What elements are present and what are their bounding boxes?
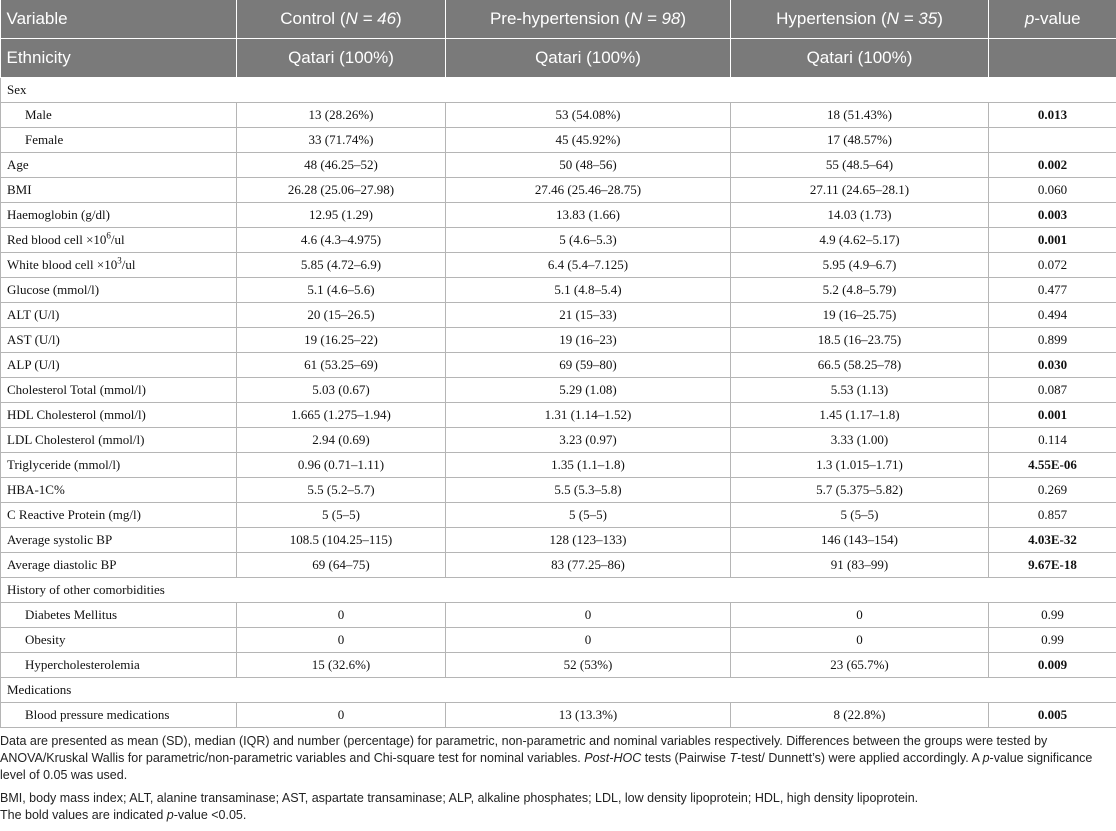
hypertension-cell: 55 (48.5–64) [731,153,989,178]
table-row [1,253,1116,278]
hypertension-cell: 17 (48.57%) [731,128,989,153]
prehypertension-cell: 45 (45.92%) [446,128,731,153]
ethnicity-pvalue [989,39,1116,78]
variable-cell: AST (U/l) [1,328,237,353]
header-control-n: N = 46 [345,9,397,28]
variable-cell: Average systolic BP [1,528,237,553]
hypertension-cell: 1.45 (1.17–1.8) [731,403,989,428]
table-row [1,403,1116,428]
section-label: Medications [1,678,1116,703]
pvalue-cell: 0.114 [989,428,1116,453]
table-row [1,128,1116,153]
table-row [1,503,1116,528]
control-cell: 13 (28.26%) [237,103,446,128]
variable-cell: ALP (U/l) [1,353,237,378]
pvalue-cell: 9.67E-18 [989,553,1116,578]
variable-cell: Female [1,128,237,153]
control-cell: 5.03 (0.67) [237,378,446,403]
prehypertension-cell: 1.35 (1.1–1.8) [446,453,731,478]
header-ethnicity-row [1,39,1116,78]
ethnicity-label: Ethnicity [1,39,237,78]
footnote-abbreviations: BMI, body mass index; ALT, alanine transaminase; AST, aspartate transaminase; ALP, alkaline phosphates; LDL, low density lipoprotein; HDL, high density lipoprotein. [0,791,919,805]
hypertension-cell: 66.5 (58.25–78) [731,353,989,378]
hypertension-cell: 0 [731,628,989,653]
section-header-row [1,578,1116,603]
variable-cell: Hypercholesterolemia [1,653,237,678]
control-cell: 0.96 (0.71–1.11) [237,453,446,478]
section-header-row [1,678,1116,703]
hypertension-cell: 5 (5–5) [731,503,989,528]
control-cell: 15 (32.6%) [237,653,446,678]
prehypertension-cell: 128 (123–133) [446,528,731,553]
prehypertension-cell: 69 (59–80) [446,353,731,378]
header-hyp-label: Hypertension [776,9,877,28]
hypertension-cell: 5.95 (4.9–6.7) [731,253,989,278]
hypertension-cell: 0 [731,603,989,628]
table-row [1,303,1116,328]
pvalue-cell [989,128,1116,153]
hypertension-cell: 5.2 (4.8–5.79) [731,278,989,303]
prehypertension-cell: 3.23 (0.97) [446,428,731,453]
variable-cell: Haemoglobin (g/dl) [1,203,237,228]
header-prehyp-label: Pre-hypertension [489,9,620,28]
table-row [1,653,1116,678]
hypertension-cell: 146 (143–154) [731,528,989,553]
variable-cell: White blood cell $\times 10^3/ul$ [1,253,237,278]
ethnicity-control: Qatari (100%) [237,39,446,78]
variable-cell: ALT (U/l) [1,303,237,328]
pvalue-cell: 0.030 [989,353,1116,378]
table-body [1,78,1116,728]
ethnicity-hyp: Qatari (100%) [731,39,989,78]
prehypertension-cell: 5.5 (5.3–5.8) [446,478,731,503]
header-hyp-n: N = 35 [886,9,938,28]
pvalue-cell: 0.009 [989,653,1116,678]
hypertension-cell: 23 (65.7%) [731,653,989,678]
table-row [1,428,1116,453]
pvalue-cell: 4.55E-06 [989,453,1116,478]
control-cell: 33 (71.74%) [237,128,446,153]
table-row [1,203,1116,228]
header-prehyp-n: N = 98 [629,9,681,28]
variable-cell: HDL Cholesterol (mmol/l) [1,403,237,428]
variable-cell: Male [1,103,237,128]
pvalue-cell: 0.899 [989,328,1116,353]
table-row [1,378,1116,403]
hypertension-cell: 3.33 (1.00) [731,428,989,453]
pvalue-cell: 0.99 [989,628,1116,653]
pvalue-cell: 0.269 [989,478,1116,503]
prehypertension-cell: 13.83 (1.66) [446,203,731,228]
prehypertension-cell: 5 (4.6–5.3) [446,228,731,253]
control-cell: 2.94 (0.69) [237,428,446,453]
table-row [1,453,1116,478]
variable-cell: Blood pressure medications [1,703,237,728]
variable-cell: Red blood cell $\times 10^6/ul$ [1,228,237,253]
variable-cell: Obesity [1,628,237,653]
variable-cell: Average diastolic BP [1,553,237,578]
pvalue-cell: 4.03E-32 [989,528,1116,553]
control-cell: 5 (5–5) [237,503,446,528]
header-pvalue-rest: -value [1034,9,1081,28]
table-footnotes [0,733,1116,824]
control-cell: 61 (53.25–69) [237,353,446,378]
pvalue-cell: 0.001 [989,403,1116,428]
hypertension-cell: 5.7 (5.375–5.82) [731,478,989,503]
prehypertension-cell: 0 [446,628,731,653]
prehypertension-cell: 83 (77.25–86) [446,553,731,578]
table-row [1,103,1116,128]
pvalue-cell: 0.060 [989,178,1116,203]
control-cell: 108.5 (104.25–115) [237,528,446,553]
header-control-label: Control [280,9,336,28]
pvalue-cell: 0.477 [989,278,1116,303]
control-cell: 5.85 (4.72–6.9) [237,253,446,278]
pvalue-cell: 0.005 [989,703,1116,728]
control-cell: 0 [237,603,446,628]
hypertension-cell: 18.5 (16–23.75) [731,328,989,353]
prehypertension-cell: 0 [446,603,731,628]
header-control: Control (N = 46) [237,0,446,39]
header-variable: Variable [1,0,237,39]
table-row [1,553,1116,578]
hypertension-cell: 1.3 (1.015–1.71) [731,453,989,478]
hypertension-cell: 91 (83–99) [731,553,989,578]
control-cell: 5.1 (4.6–5.6) [237,278,446,303]
control-cell: 4.6 (4.3–4.975) [237,228,446,253]
table-row [1,603,1116,628]
prehypertension-cell: 19 (16–23) [446,328,731,353]
pvalue-cell: 0.001 [989,228,1116,253]
hypertension-cell: 18 (51.43%) [731,103,989,128]
table-row [1,278,1116,303]
control-cell: 26.28 (25.06–27.98) [237,178,446,203]
header-pvalue [989,0,1116,39]
section-header-row [1,78,1116,103]
control-cell: 19 (16.25–22) [237,328,446,353]
control-cell: 20 (15–26.5) [237,303,446,328]
table-row [1,353,1116,378]
variable-cell: BMI [1,178,237,203]
header-pvalue-p: p [1024,9,1035,28]
prehypertension-cell: 13 (13.3%) [446,703,731,728]
prehypertension-cell: 53 (54.08%) [446,103,731,128]
hypertension-cell: 5.53 (1.13) [731,378,989,403]
pvalue-cell: 0.087 [989,378,1116,403]
prehypertension-cell: 6.4 (5.4–7.125) [446,253,731,278]
control-cell: 48 (46.25–52) [237,153,446,178]
table-row [1,528,1116,553]
pvalue-cell: 0.013 [989,103,1116,128]
hypertension-cell: 27.11 (24.65–28.1) [731,178,989,203]
variable-cell: LDL Cholesterol (mmol/l) [1,428,237,453]
prehypertension-cell: 21 (15–33) [446,303,731,328]
pvalue-cell: 0.002 [989,153,1116,178]
pvalue-cell: 0.072 [989,253,1116,278]
pvalue-cell: 0.99 [989,603,1116,628]
control-cell: 1.665 (1.275–1.94) [237,403,446,428]
control-cell: 0 [237,628,446,653]
variable-cell: C Reactive Protein (mg/l) [1,503,237,528]
variable-cell: Glucose (mmol/l) [1,278,237,303]
footnote-methods: Data are presented as mean (SD), median (IQR) and number (percentage) for parametric, non-parametric and nominal variables respectively. Differences between the groups were tested by ANOVA/Kruskal Wallis for parametric/non-parametric variables and Chi-square test for nominal variables. Post-HOC tests (Pairwise T-test/ Dunnett’s) were applied accordingly. A p-value significance level of 0.05 was used. [0,734,1093,782]
control-cell: 12.95 (1.29) [237,203,446,228]
variable-cell: Triglyceride (mmol/l) [1,453,237,478]
footnote-bold-note: The bold values are indicated p-value <0.05. [0,808,247,822]
control-cell: 69 (64–75) [237,553,446,578]
variable-cell: Cholesterol Total (mmol/l) [1,378,237,403]
variable-cell: Diabetes Mellitus [1,603,237,628]
prehypertension-cell: 52 (53%) [446,653,731,678]
section-label: History of other comorbidities [1,578,1116,603]
prehypertension-cell: 1.31 (1.14–1.52) [446,403,731,428]
control-cell: 5.5 (5.2–5.7) [237,478,446,503]
control-cell: 0 [237,703,446,728]
pvalue-cell: 0.494 [989,303,1116,328]
hypertension-cell: 8 (22.8%) [731,703,989,728]
table-row [1,153,1116,178]
variable-cell: Age [1,153,237,178]
section-label: Sex [1,78,1116,103]
table-row [1,628,1116,653]
table-row [1,228,1116,253]
table-row [1,328,1116,353]
table-row [1,703,1116,728]
prehypertension-cell: 5 (5–5) [446,503,731,528]
hypertension-cell: 19 (16–25.75) [731,303,989,328]
prehypertension-cell: 5.1 (4.8–5.4) [446,278,731,303]
hypertension-cell: 14.03 (1.73) [731,203,989,228]
header-row [1,0,1116,39]
pvalue-cell: 0.003 [989,203,1116,228]
table-row [1,478,1116,503]
pvalue-cell: 0.857 [989,503,1116,528]
prehypertension-cell: 50 (48–56) [446,153,731,178]
header-prehypertension: Pre-hypertension (N = 98) [446,0,731,39]
table-row [1,178,1116,203]
variable-cell: HBA-1C% [1,478,237,503]
prehypertension-cell: 27.46 (25.46–28.75) [446,178,731,203]
ethnicity-prehyp: Qatari (100%) [446,39,731,78]
hypertension-cell: 4.9 (4.62–5.17) [731,228,989,253]
header-hypertension: Hypertension (N = 35) [731,0,989,39]
prehypertension-cell: 5.29 (1.08) [446,378,731,403]
